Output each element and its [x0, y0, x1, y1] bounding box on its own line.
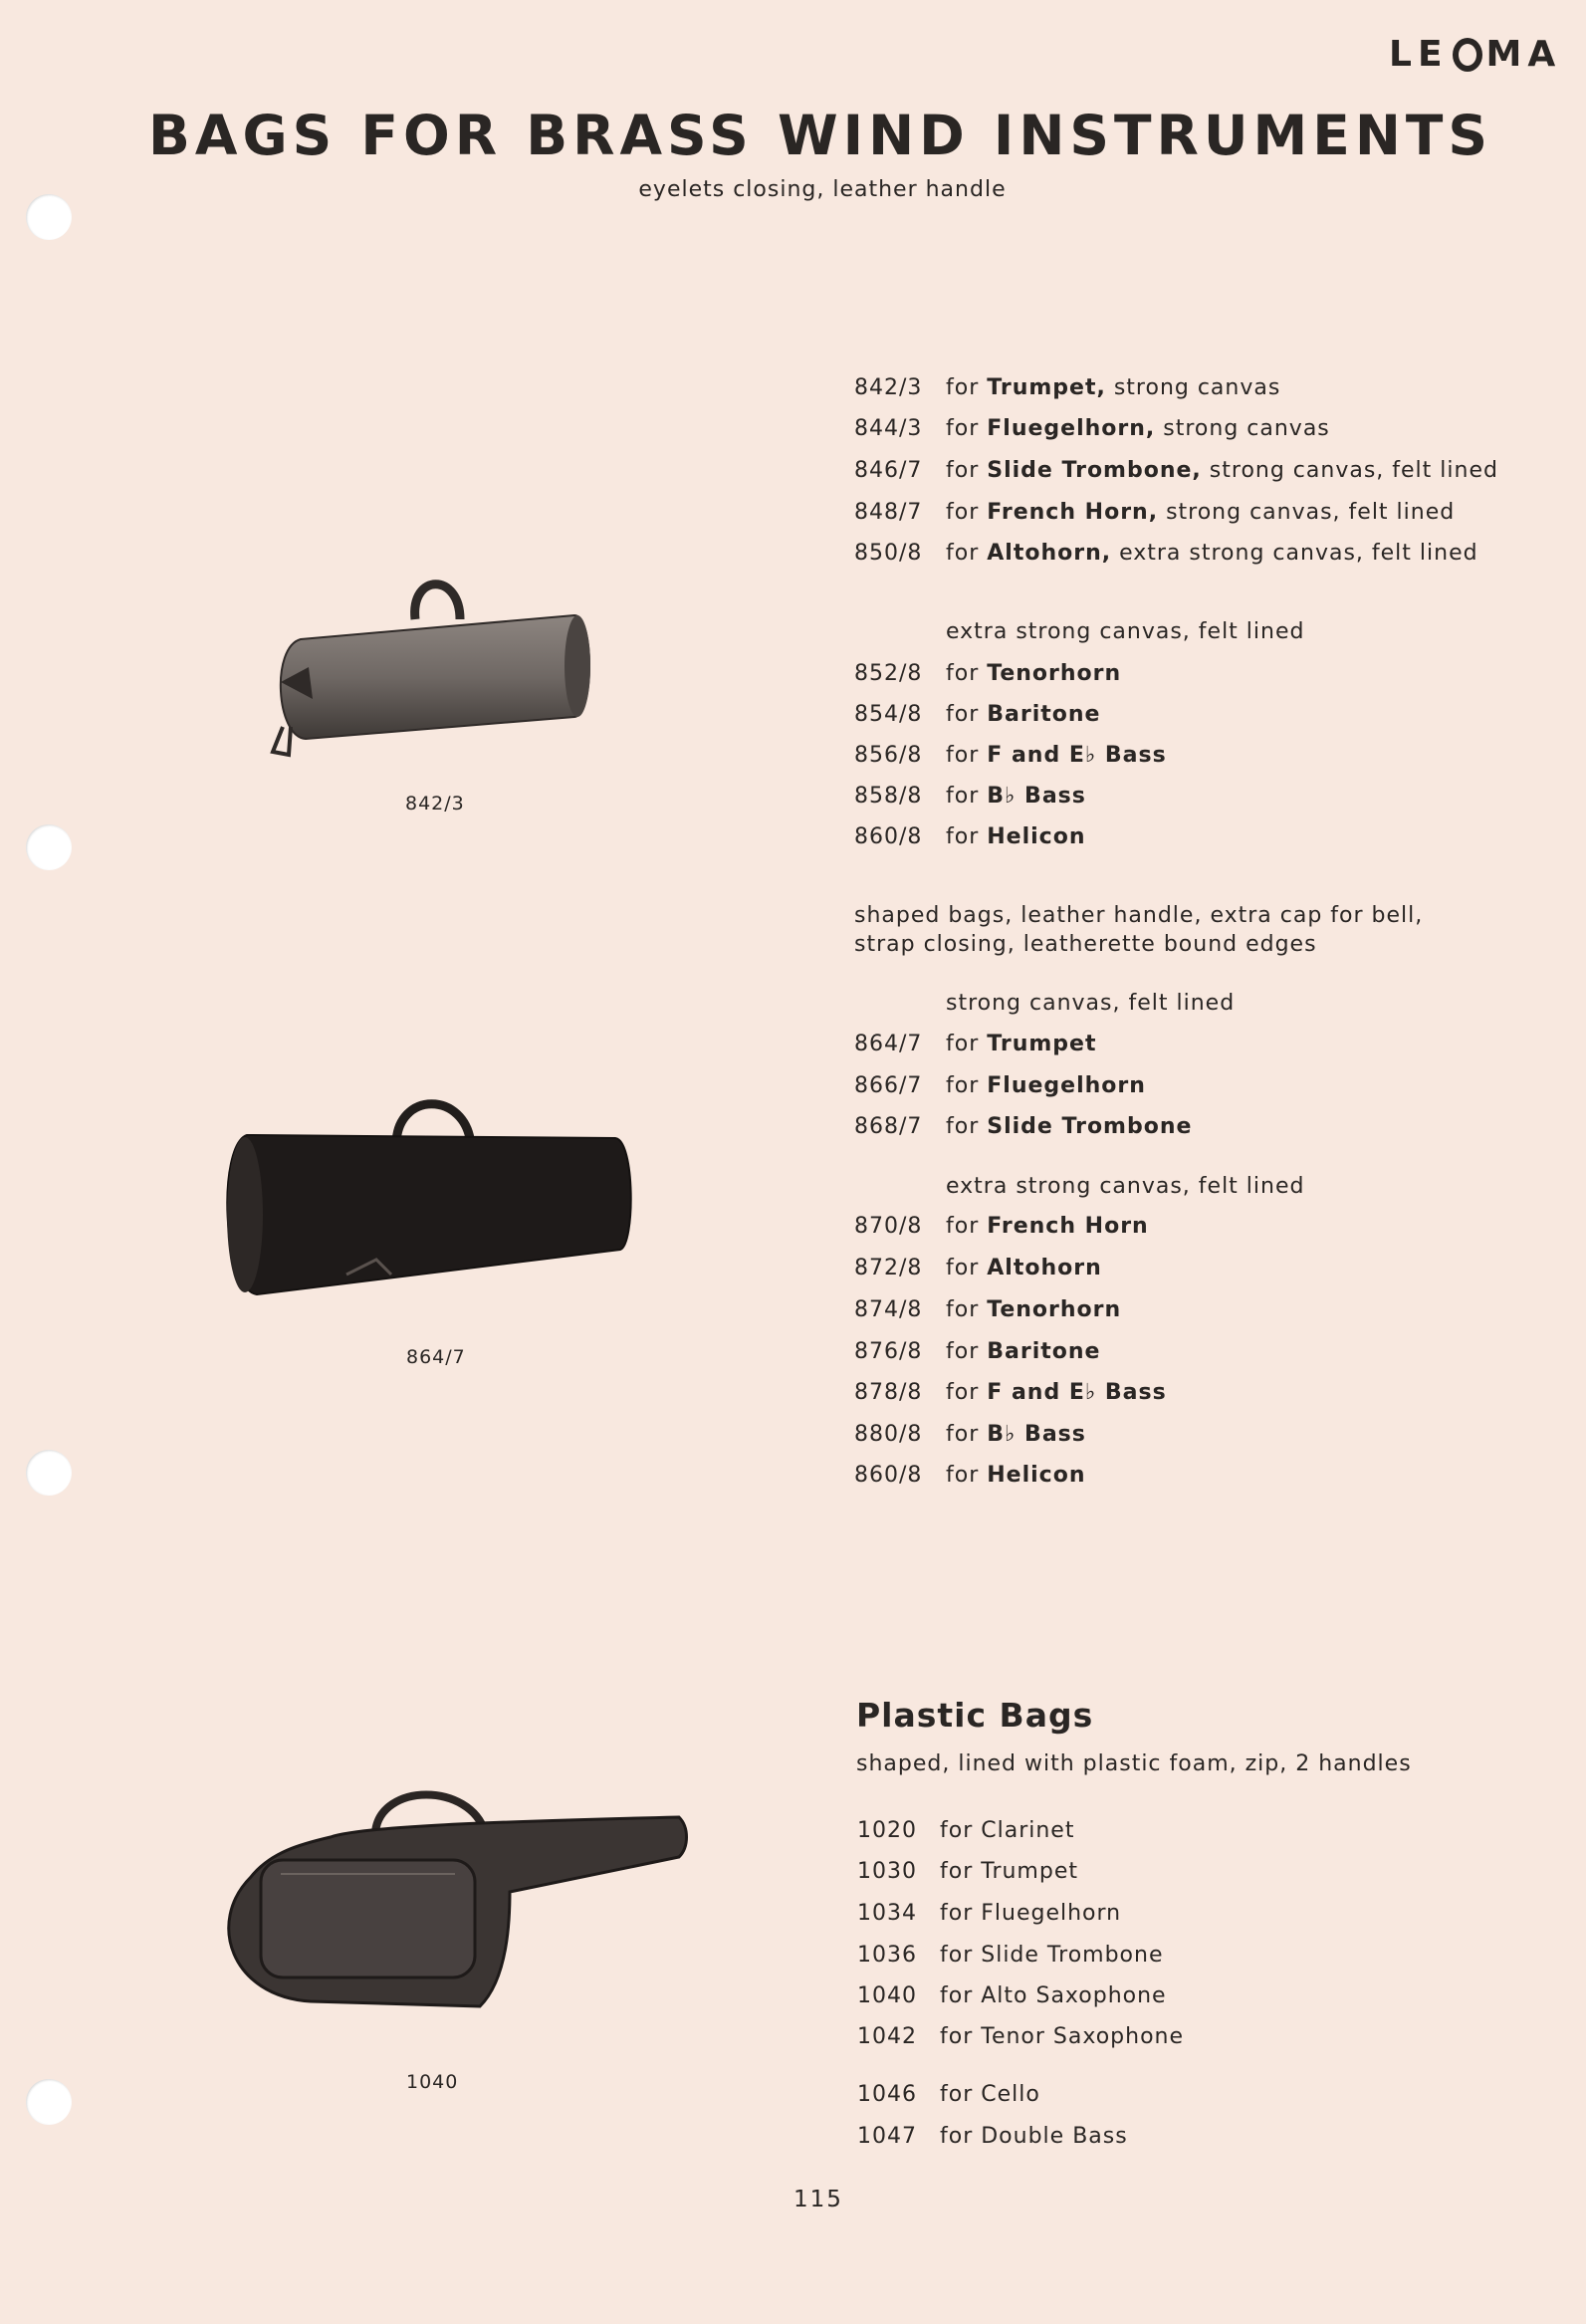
saxophone-bag-icon: [211, 1782, 689, 2021]
list-item: 880/8 for B♭ Bass: [854, 1422, 1086, 1447]
shaped-canvas-bag-icon: [217, 1090, 635, 1299]
list-item: 878/8 for F and E♭ Bass: [854, 1380, 1167, 1405]
intro-text: shaped bags, leather handle, extra cap for bell,: [854, 903, 1424, 928]
subheading: strong canvas, felt lined: [946, 991, 1236, 1016]
brand-o-ring: [1453, 38, 1482, 72]
binder-hole: [26, 824, 72, 870]
list-item: 1020 for Clarinet: [857, 1818, 1075, 1843]
list-item: 860/8 for Helicon: [854, 824, 1086, 849]
figure-caption: 842/3: [405, 793, 465, 814]
list-item: 858/8 for B♭ Bass: [854, 784, 1086, 809]
list-item: 860/8 for Helicon: [854, 1463, 1086, 1488]
list-item: 876/8 for Baritone: [854, 1339, 1101, 1364]
list-item: 1046 for Cello: [857, 2082, 1040, 2107]
plastic-bags-description: shaped, lined with plastic foam, zip, 2 handles: [856, 1751, 1412, 1776]
brand-logo: [1389, 34, 1561, 75]
list-item: 1036 for Slide Trombone: [857, 1943, 1164, 1968]
binder-hole: [26, 1450, 72, 1496]
list-item: 848/7 for French Horn, strong canvas, felt lined: [854, 500, 1456, 525]
page-number: 115: [793, 2187, 843, 2212]
binder-hole: [26, 194, 72, 240]
subheading: extra strong canvas, felt lined: [946, 619, 1305, 644]
list-item: 1047 for Double Bass: [857, 2124, 1128, 2149]
list-item: 1030 for Trumpet: [857, 1859, 1078, 1884]
list-item: 850/8 for Altohorn, extra strong canvas, felt lined: [854, 541, 1478, 566]
list-item: 866/7 for Fluegelhorn: [854, 1073, 1146, 1098]
list-item: 854/8 for Baritone: [854, 702, 1101, 727]
intro-text: strap closing, leatherette bound edges: [854, 932, 1317, 957]
list-item: 868/7 for Slide Trombone: [854, 1114, 1193, 1139]
list-item: 874/8 for Tenorhorn: [854, 1297, 1122, 1322]
list-item: 852/8 for Tenorhorn: [854, 661, 1122, 686]
section-heading-plastic-bags: Plastic Bags: [856, 1696, 1094, 1735]
list-item: 1034 for Fluegelhorn: [857, 1901, 1122, 1926]
cylindrical-bag-icon: [261, 568, 599, 767]
figure-caption: 1040: [406, 2071, 459, 2093]
binder-hole: [26, 2079, 72, 2125]
list-item: 864/7 for Trumpet: [854, 1032, 1097, 1056]
list-item: 856/8 for F and E♭ Bass: [854, 743, 1167, 768]
list-item: 1042 for Tenor Saxophone: [857, 2024, 1185, 2049]
list-item: 1040 for Alto Saxophone: [857, 1983, 1167, 2008]
list-item: 870/8 for French Horn: [854, 1214, 1149, 1239]
subheading: extra strong canvas, felt lined: [946, 1174, 1305, 1199]
list-item: 846/7 for Slide Trombone, strong canvas, felt lined: [854, 458, 1498, 483]
figure-caption: 864/7: [406, 1346, 466, 1368]
list-item: 844/3 for Fluegelhorn, strong canvas: [854, 416, 1330, 441]
list-item: 872/8 for Altohorn: [854, 1256, 1102, 1280]
page-subtitle: eyelets closing, leather handle: [638, 177, 1007, 202]
brand-text-start: LE: [1389, 34, 1449, 75]
list-item: 842/3 for Trumpet, strong canvas: [854, 375, 1281, 400]
page-title: BAGS FOR BRASS WIND INSTRUMENTS: [147, 104, 1492, 167]
brand-text-end: MA: [1485, 34, 1562, 75]
